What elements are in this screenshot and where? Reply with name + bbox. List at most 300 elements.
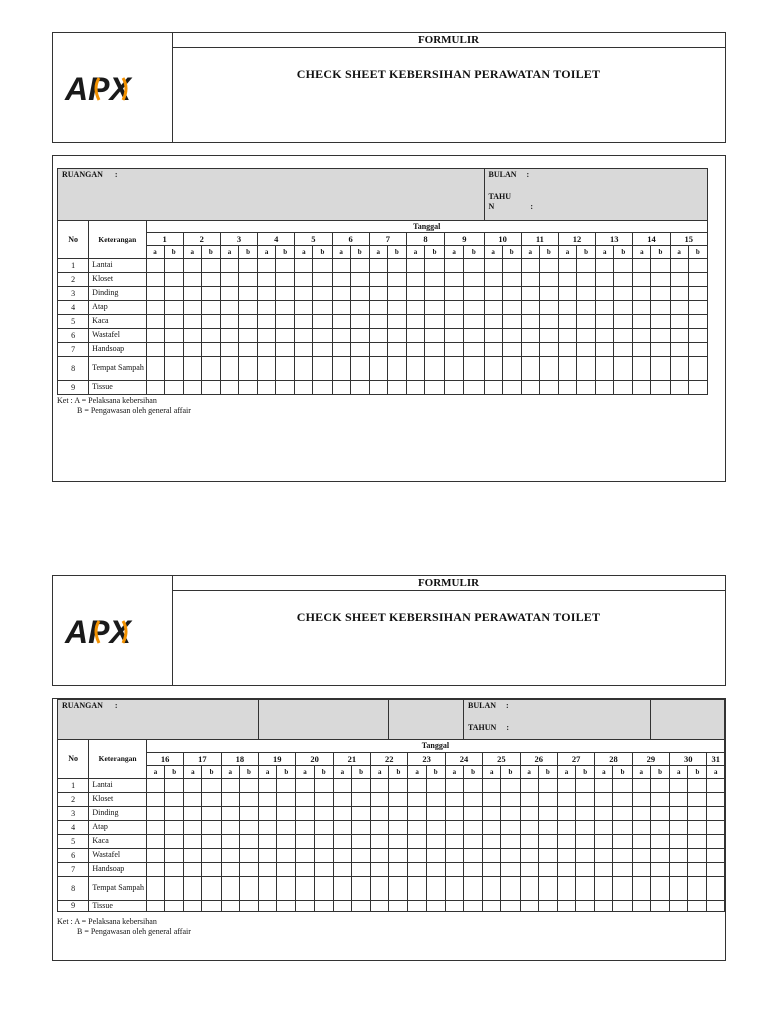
- check-cell[interactable]: [576, 863, 595, 877]
- check-cell[interactable]: [707, 793, 725, 807]
- check-cell[interactable]: [295, 357, 313, 381]
- check-cell[interactable]: [501, 901, 520, 912]
- check-cell[interactable]: [521, 315, 539, 329]
- check-cell[interactable]: [239, 821, 258, 835]
- check-cell[interactable]: [576, 779, 595, 793]
- check-cell[interactable]: [558, 259, 576, 273]
- ruangan-cell[interactable]: [58, 700, 259, 740]
- check-cell[interactable]: [670, 343, 688, 357]
- check-cell[interactable]: [313, 259, 332, 273]
- bulan-tahun-cell[interactable]: [464, 700, 651, 740]
- check-cell[interactable]: [295, 287, 313, 301]
- check-cell[interactable]: [239, 381, 258, 395]
- check-cell[interactable]: [707, 779, 725, 793]
- check-cell[interactable]: [445, 807, 463, 821]
- check-cell[interactable]: [369, 301, 387, 315]
- check-cell[interactable]: [688, 863, 707, 877]
- check-cell[interactable]: [632, 821, 650, 835]
- check-cell[interactable]: [688, 357, 707, 381]
- check-cell[interactable]: [557, 807, 575, 821]
- check-cell[interactable]: [426, 821, 445, 835]
- check-cell[interactable]: [371, 821, 389, 835]
- check-cell[interactable]: [295, 259, 313, 273]
- check-cell[interactable]: [146, 357, 164, 381]
- check-cell[interactable]: [445, 343, 464, 357]
- check-cell[interactable]: [369, 357, 387, 381]
- check-cell[interactable]: [613, 793, 632, 807]
- check-cell[interactable]: [558, 301, 576, 315]
- check-cell[interactable]: [670, 779, 688, 793]
- check-cell[interactable]: [165, 821, 184, 835]
- check-cell[interactable]: [184, 877, 202, 901]
- check-cell[interactable]: [387, 381, 406, 395]
- check-cell[interactable]: [650, 863, 669, 877]
- check-cell[interactable]: [539, 357, 558, 381]
- check-cell[interactable]: [296, 821, 314, 835]
- check-cell[interactable]: [688, 301, 707, 315]
- check-cell[interactable]: [146, 273, 164, 287]
- check-cell[interactable]: [484, 357, 502, 381]
- check-cell[interactable]: [670, 901, 688, 912]
- check-cell[interactable]: [445, 863, 463, 877]
- check-cell[interactable]: [521, 357, 539, 381]
- check-cell[interactable]: [445, 357, 464, 381]
- check-cell[interactable]: [538, 793, 557, 807]
- check-cell[interactable]: [387, 287, 406, 301]
- check-cell[interactable]: [314, 863, 333, 877]
- check-cell[interactable]: [314, 779, 333, 793]
- check-cell[interactable]: [650, 779, 669, 793]
- check-cell[interactable]: [520, 901, 538, 912]
- check-cell[interactable]: [558, 357, 576, 381]
- check-cell[interactable]: [501, 835, 520, 849]
- check-cell[interactable]: [558, 329, 576, 343]
- check-cell[interactable]: [520, 877, 538, 901]
- check-cell[interactable]: [651, 287, 670, 301]
- check-cell[interactable]: [633, 301, 651, 315]
- check-cell[interactable]: [239, 357, 258, 381]
- check-cell[interactable]: [202, 807, 221, 821]
- check-cell[interactable]: [595, 821, 613, 835]
- check-cell[interactable]: [464, 835, 483, 849]
- check-cell[interactable]: [557, 793, 575, 807]
- check-cell[interactable]: [557, 901, 575, 912]
- check-cell[interactable]: [484, 273, 502, 287]
- check-cell[interactable]: [464, 849, 483, 863]
- check-cell[interactable]: [314, 849, 333, 863]
- check-cell[interactable]: [258, 329, 276, 343]
- check-cell[interactable]: [387, 301, 406, 315]
- check-cell[interactable]: [313, 357, 332, 381]
- check-cell[interactable]: [483, 807, 501, 821]
- check-cell[interactable]: [389, 863, 408, 877]
- check-cell[interactable]: [688, 259, 707, 273]
- check-cell[interactable]: [146, 793, 164, 807]
- check-cell[interactable]: [258, 301, 276, 315]
- check-cell[interactable]: [296, 901, 314, 912]
- check-cell[interactable]: [650, 793, 669, 807]
- check-cell[interactable]: [445, 329, 464, 343]
- check-cell[interactable]: [351, 863, 370, 877]
- check-cell[interactable]: [387, 329, 406, 343]
- check-cell[interactable]: [314, 877, 333, 901]
- check-cell[interactable]: [614, 315, 633, 329]
- check-cell[interactable]: [670, 821, 688, 835]
- check-cell[interactable]: [296, 835, 314, 849]
- check-cell[interactable]: [426, 863, 445, 877]
- check-cell[interactable]: [614, 301, 633, 315]
- check-cell[interactable]: [688, 381, 707, 395]
- check-cell[interactable]: [184, 901, 202, 912]
- check-cell[interactable]: [332, 343, 350, 357]
- check-cell[interactable]: [164, 343, 183, 357]
- check-cell[interactable]: [501, 863, 520, 877]
- check-cell[interactable]: [201, 329, 220, 343]
- check-cell[interactable]: [484, 259, 502, 273]
- check-cell[interactable]: [502, 301, 521, 315]
- check-cell[interactable]: [595, 807, 613, 821]
- check-cell[interactable]: [389, 779, 408, 793]
- check-cell[interactable]: [258, 287, 276, 301]
- check-cell[interactable]: [183, 287, 201, 301]
- check-cell[interactable]: [577, 259, 596, 273]
- check-cell[interactable]: [277, 835, 296, 849]
- check-cell[interactable]: [351, 849, 370, 863]
- check-cell[interactable]: [670, 877, 688, 901]
- check-cell[interactable]: [707, 807, 725, 821]
- check-cell[interactable]: [633, 343, 651, 357]
- check-cell[interactable]: [259, 807, 277, 821]
- check-cell[interactable]: [408, 779, 426, 793]
- check-cell[interactable]: [296, 863, 314, 877]
- check-cell[interactable]: [577, 329, 596, 343]
- check-cell[interactable]: [164, 315, 183, 329]
- check-cell[interactable]: [369, 259, 387, 273]
- check-cell[interactable]: [502, 259, 521, 273]
- check-cell[interactable]: [146, 849, 164, 863]
- check-cell[interactable]: [258, 357, 276, 381]
- check-cell[interactable]: [521, 301, 539, 315]
- check-cell[interactable]: [613, 835, 632, 849]
- check-cell[interactable]: [425, 343, 445, 357]
- check-cell[interactable]: [539, 301, 558, 315]
- check-cell[interactable]: [425, 357, 445, 381]
- check-cell[interactable]: [276, 315, 295, 329]
- check-cell[interactable]: [576, 821, 595, 835]
- check-cell[interactable]: [259, 863, 277, 877]
- check-cell[interactable]: [707, 901, 725, 912]
- check-cell[interactable]: [221, 807, 239, 821]
- check-cell[interactable]: [258, 343, 276, 357]
- check-cell[interactable]: [576, 849, 595, 863]
- check-cell[interactable]: [295, 301, 313, 315]
- check-cell[interactable]: [313, 343, 332, 357]
- check-cell[interactable]: [596, 259, 614, 273]
- check-cell[interactable]: [557, 835, 575, 849]
- check-cell[interactable]: [165, 901, 184, 912]
- check-cell[interactable]: [146, 863, 164, 877]
- check-cell[interactable]: [445, 315, 464, 329]
- check-cell[interactable]: [220, 315, 238, 329]
- check-cell[interactable]: [350, 259, 369, 273]
- check-cell[interactable]: [651, 301, 670, 315]
- check-cell[interactable]: [277, 877, 296, 901]
- check-cell[interactable]: [371, 901, 389, 912]
- check-cell[interactable]: [220, 329, 238, 343]
- check-cell[interactable]: [184, 849, 202, 863]
- check-cell[interactable]: [146, 315, 164, 329]
- check-cell[interactable]: [371, 793, 389, 807]
- check-cell[interactable]: [146, 877, 164, 901]
- check-cell[interactable]: [239, 287, 258, 301]
- check-cell[interactable]: [202, 849, 221, 863]
- check-cell[interactable]: [239, 273, 258, 287]
- check-cell[interactable]: [521, 287, 539, 301]
- check-cell[interactable]: [220, 301, 238, 315]
- check-cell[interactable]: [259, 793, 277, 807]
- check-cell[interactable]: [221, 835, 239, 849]
- check-cell[interactable]: [313, 381, 332, 395]
- check-cell[interactable]: [484, 381, 502, 395]
- check-cell[interactable]: [688, 315, 707, 329]
- check-cell[interactable]: [632, 835, 650, 849]
- check-cell[interactable]: [371, 779, 389, 793]
- check-cell[interactable]: [350, 287, 369, 301]
- check-cell[interactable]: [389, 877, 408, 901]
- check-cell[interactable]: [445, 301, 464, 315]
- check-cell[interactable]: [201, 381, 220, 395]
- check-cell[interactable]: [406, 287, 424, 301]
- check-cell[interactable]: [276, 301, 295, 315]
- check-cell[interactable]: [389, 901, 408, 912]
- check-cell[interactable]: [670, 381, 688, 395]
- check-cell[interactable]: [688, 329, 707, 343]
- check-cell[interactable]: [146, 301, 164, 315]
- check-cell[interactable]: [276, 357, 295, 381]
- check-cell[interactable]: [632, 779, 650, 793]
- check-cell[interactable]: [220, 259, 238, 273]
- check-cell[interactable]: [350, 329, 369, 343]
- check-cell[interactable]: [483, 901, 501, 912]
- check-cell[interactable]: [369, 273, 387, 287]
- check-cell[interactable]: [389, 793, 408, 807]
- check-cell[interactable]: [464, 877, 483, 901]
- check-cell[interactable]: [184, 835, 202, 849]
- check-cell[interactable]: [351, 835, 370, 849]
- check-cell[interactable]: [350, 315, 369, 329]
- check-cell[interactable]: [650, 901, 669, 912]
- check-cell[interactable]: [183, 329, 201, 343]
- check-cell[interactable]: [369, 381, 387, 395]
- check-cell[interactable]: [520, 849, 538, 863]
- check-cell[interactable]: [521, 273, 539, 287]
- check-cell[interactable]: [221, 793, 239, 807]
- check-cell[interactable]: [502, 343, 521, 357]
- check-cell[interactable]: [183, 343, 201, 357]
- check-cell[interactable]: [202, 779, 221, 793]
- check-cell[interactable]: [202, 877, 221, 901]
- check-cell[interactable]: [464, 301, 484, 315]
- check-cell[interactable]: [371, 877, 389, 901]
- check-cell[interactable]: [332, 329, 350, 343]
- check-cell[interactable]: [276, 329, 295, 343]
- check-cell[interactable]: [595, 863, 613, 877]
- check-cell[interactable]: [445, 877, 463, 901]
- check-cell[interactable]: [613, 901, 632, 912]
- check-cell[interactable]: [483, 877, 501, 901]
- check-cell[interactable]: [464, 259, 484, 273]
- check-cell[interactable]: [502, 329, 521, 343]
- check-cell[interactable]: [296, 877, 314, 901]
- check-cell[interactable]: [296, 779, 314, 793]
- check-cell[interactable]: [670, 807, 688, 821]
- check-cell[interactable]: [501, 779, 520, 793]
- check-cell[interactable]: [633, 381, 651, 395]
- check-cell[interactable]: [707, 849, 725, 863]
- check-cell[interactable]: [277, 807, 296, 821]
- check-cell[interactable]: [332, 287, 350, 301]
- check-cell[interactable]: [201, 315, 220, 329]
- bulan-tahun-cell[interactable]: [484, 169, 707, 221]
- check-cell[interactable]: [483, 821, 501, 835]
- check-cell[interactable]: [596, 343, 614, 357]
- check-cell[interactable]: [369, 343, 387, 357]
- check-cell[interactable]: [614, 357, 633, 381]
- check-cell[interactable]: [539, 381, 558, 395]
- check-cell[interactable]: [332, 357, 350, 381]
- check-cell[interactable]: [146, 343, 164, 357]
- check-cell[interactable]: [632, 807, 650, 821]
- check-cell[interactable]: [276, 259, 295, 273]
- check-cell[interactable]: [595, 849, 613, 863]
- check-cell[interactable]: [425, 301, 445, 315]
- check-cell[interactable]: [670, 357, 688, 381]
- check-cell[interactable]: [332, 381, 350, 395]
- check-cell[interactable]: [406, 259, 424, 273]
- check-cell[interactable]: [577, 357, 596, 381]
- check-cell[interactable]: [614, 329, 633, 343]
- check-cell[interactable]: [351, 793, 370, 807]
- check-cell[interactable]: [239, 259, 258, 273]
- check-cell[interactable]: [614, 273, 633, 287]
- check-cell[interactable]: [651, 381, 670, 395]
- check-cell[interactable]: [521, 343, 539, 357]
- check-cell[interactable]: [389, 821, 408, 835]
- check-cell[interactable]: [483, 779, 501, 793]
- check-cell[interactable]: [408, 901, 426, 912]
- check-cell[interactable]: [369, 287, 387, 301]
- check-cell[interactable]: [538, 807, 557, 821]
- check-cell[interactable]: [295, 381, 313, 395]
- check-cell[interactable]: [277, 821, 296, 835]
- check-cell[interactable]: [633, 273, 651, 287]
- check-cell[interactable]: [707, 863, 725, 877]
- check-cell[interactable]: [521, 329, 539, 343]
- check-cell[interactable]: [277, 779, 296, 793]
- check-cell[interactable]: [464, 863, 483, 877]
- check-cell[interactable]: [538, 835, 557, 849]
- check-cell[interactable]: [259, 779, 277, 793]
- check-cell[interactable]: [239, 329, 258, 343]
- check-cell[interactable]: [201, 287, 220, 301]
- check-cell[interactable]: [202, 821, 221, 835]
- check-cell[interactable]: [276, 273, 295, 287]
- check-cell[interactable]: [445, 821, 463, 835]
- check-cell[interactable]: [670, 273, 688, 287]
- check-cell[interactable]: [633, 287, 651, 301]
- check-cell[interactable]: [239, 863, 258, 877]
- check-cell[interactable]: [632, 849, 650, 863]
- check-cell[interactable]: [688, 807, 707, 821]
- check-cell[interactable]: [445, 849, 463, 863]
- check-cell[interactable]: [595, 901, 613, 912]
- check-cell[interactable]: [239, 779, 258, 793]
- check-cell[interactable]: [165, 807, 184, 821]
- check-cell[interactable]: [426, 793, 445, 807]
- check-cell[interactable]: [520, 779, 538, 793]
- check-cell[interactable]: [164, 301, 183, 315]
- check-cell[interactable]: [613, 807, 632, 821]
- check-cell[interactable]: [445, 381, 464, 395]
- check-cell[interactable]: [520, 807, 538, 821]
- check-cell[interactable]: [146, 259, 164, 273]
- check-cell[interactable]: [350, 301, 369, 315]
- check-cell[interactable]: [164, 381, 183, 395]
- check-cell[interactable]: [425, 273, 445, 287]
- check-cell[interactable]: [670, 863, 688, 877]
- check-cell[interactable]: [146, 287, 164, 301]
- check-cell[interactable]: [464, 807, 483, 821]
- check-cell[interactable]: [389, 807, 408, 821]
- check-cell[interactable]: [464, 779, 483, 793]
- check-cell[interactable]: [650, 835, 669, 849]
- check-cell[interactable]: [239, 315, 258, 329]
- check-cell[interactable]: [314, 793, 333, 807]
- check-cell[interactable]: [408, 835, 426, 849]
- check-cell[interactable]: [633, 329, 651, 343]
- check-cell[interactable]: [406, 301, 424, 315]
- check-cell[interactable]: [445, 287, 464, 301]
- check-cell[interactable]: [651, 273, 670, 287]
- check-cell[interactable]: [371, 849, 389, 863]
- check-cell[interactable]: [221, 849, 239, 863]
- check-cell[interactable]: [406, 273, 424, 287]
- check-cell[interactable]: [539, 273, 558, 287]
- check-cell[interactable]: [464, 381, 484, 395]
- ruangan-value-cell-2[interactable]: [389, 700, 464, 740]
- check-cell[interactable]: [296, 849, 314, 863]
- check-cell[interactable]: [557, 821, 575, 835]
- check-cell[interactable]: [632, 877, 650, 901]
- check-cell[interactable]: [651, 329, 670, 343]
- check-cell[interactable]: [670, 329, 688, 343]
- check-cell[interactable]: [520, 863, 538, 877]
- check-cell[interactable]: [595, 877, 613, 901]
- check-cell[interactable]: [502, 287, 521, 301]
- check-cell[interactable]: [314, 901, 333, 912]
- check-cell[interactable]: [164, 329, 183, 343]
- check-cell[interactable]: [464, 315, 484, 329]
- check-cell[interactable]: [502, 273, 521, 287]
- check-cell[interactable]: [387, 259, 406, 273]
- check-cell[interactable]: [221, 821, 239, 835]
- check-cell[interactable]: [688, 273, 707, 287]
- check-cell[interactable]: [520, 793, 538, 807]
- check-cell[interactable]: [426, 779, 445, 793]
- check-cell[interactable]: [369, 329, 387, 343]
- check-cell[interactable]: [651, 343, 670, 357]
- check-cell[interactable]: [295, 315, 313, 329]
